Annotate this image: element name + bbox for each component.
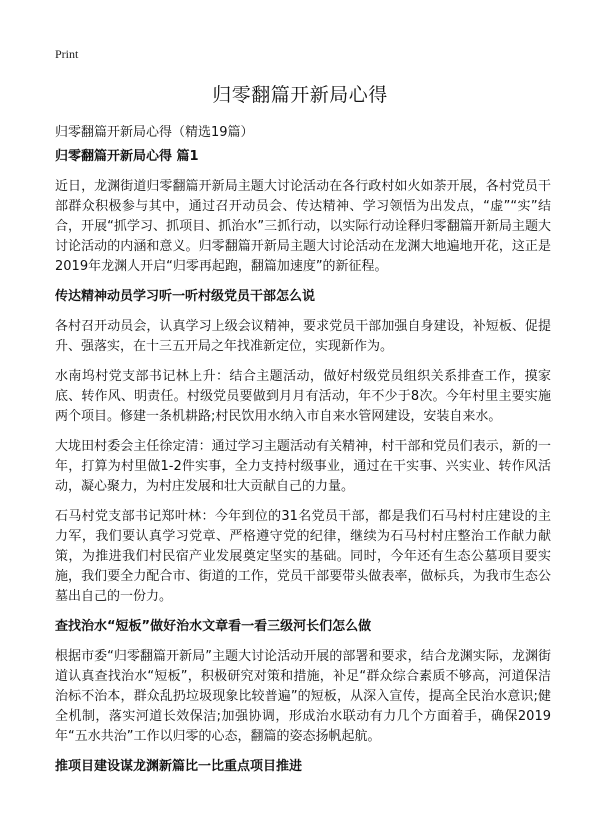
paragraph: 各村召开动员会，认真学习上级会议精神，要求党员干部加强自身建设，补短板、促提升、强落实，在十三五开局之年找准新定位，实现新作为。 [55, 319, 551, 354]
paragraph: 根据市委“归零翻篇开新局”主题大讨论活动开展的部署和要求，结合龙渊实际，龙渊街道认真查找治水“短板”，积极研究对策和措施，补足“群众综合素质不够高，河道保洁治标不治本，群众乱扔垃圾现象比较普遍”的短板，从深入宣传，提高全民治水意识;健全机制，落实河道长效保洁;加强协调，形成治水联动有力几个方面着手，确保2019年“五水共治”工作以归零的心态，翻篇的姿态扬帆起航。 [55, 649, 551, 744]
paragraph: 石马村党支部书记郑叶林：今年到位的31名党员干部，都是我们石马村村庄建设的主力军，我们要认真学习党章、严格遵守党的纪律，继续为石马村村庄整治工作献力献策，为推进我们村民宿产业发展奠定坚实的基础。同时，今年还有生态公墓项目要实施，我们要全力配合市、街道的工作，党员干部要带头做表率，做标兵，为我市生态公墓出自己的一份力。 [55, 509, 551, 604]
paragraph: 大垅田村委会主任徐定清：通过学习主题活动有关精神，村干部和党员们表示，新的一年，打算为村里做1-2件实事，全力支持村级事业，通过在干实事、兴实业、转作风活动，凝心聚力，为村庄发展和壮大贡献自己的力量。 [55, 439, 551, 494]
section-3 [55, 617, 551, 747]
document-subtitle: 归零翻篇开新局心得（精选19篇） [55, 125, 254, 140]
section-2 [55, 287, 551, 607]
section-4 [55, 757, 551, 777]
print-link[interactable]: Print [55, 47, 79, 61]
section-heading: 查找治水“短板”做好治水文章看一看三级河长们怎么做 [55, 619, 372, 634]
document-body [55, 147, 551, 787]
section-heading: 归零翻篇开新局心得 篇1 [55, 149, 199, 164]
section-1 [55, 147, 551, 277]
section-heading: 推项目建设谋龙渊新篇比一比重点项目推进 [55, 759, 303, 774]
section-heading: 传达精神动员学习听一听村级党员干部怎么说 [55, 289, 316, 304]
paragraph: 水南坞村党支部书记林上升：结合主题活动，做好村级党员组织关系排查工作，摸家底、转作风、明责任。村级党员要做到月月有活动，年不少于8次。今年村里主要实施两个项目。修建一条机耕路;村民饮用水纳入市自来水管网建设，安装自来水。 [55, 369, 551, 424]
page-title: 归零翻篇开新局心得 [212, 84, 388, 106]
paragraph: 近日，龙渊街道归零翻篇开新局主题大讨论活动在各行政村如火如荼开展，各村党员干部群众积极参与其中，通过召开动员会、传达精神、学习领悟为出发点，“虚”“实”结合，开展“抓学习、抓项目、抓治水”三抓行动，以实际行动诠释归零翻篇开新局主题大讨论活动的内涵和意义。归零翻篇开新局主题大讨论活动在龙渊大地遍地开花，这正是2019年龙渊人开启“归零再起跑，翻篇加速度”的新征程。 [55, 179, 551, 274]
